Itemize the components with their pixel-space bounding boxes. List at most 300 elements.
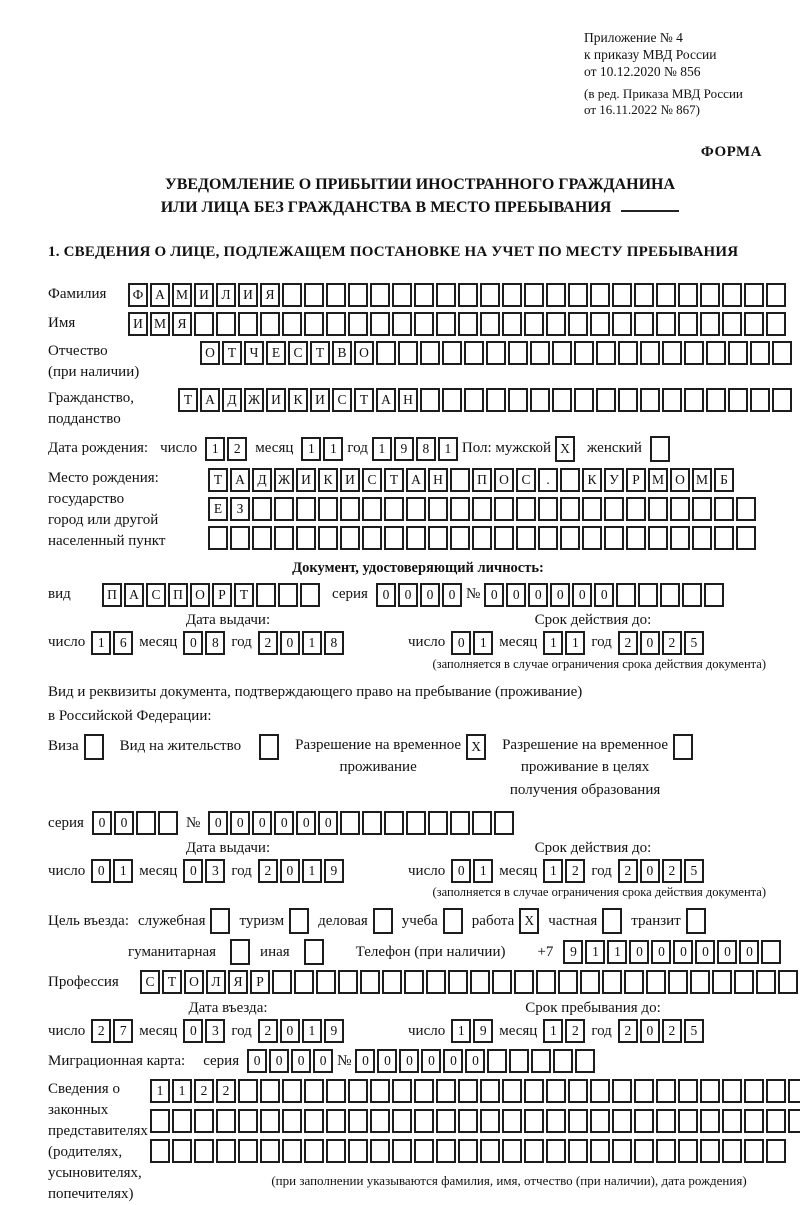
stay-day-cell[interactable]: 9 [473,1019,493,1043]
given-name-cell[interactable] [370,312,390,336]
entry-year-cell[interactable]: 9 [324,1019,344,1043]
representative-cell[interactable] [568,1109,588,1133]
birthplace-cell[interactable] [648,497,668,521]
surname-cell[interactable] [370,283,390,307]
representative-cell[interactable] [722,1139,742,1163]
surname-cell[interactable] [480,283,500,307]
permit-expiry-month-cell[interactable]: 1 [543,859,563,883]
representative-cell[interactable] [678,1139,698,1163]
representative-cell[interactable] [766,1139,786,1163]
doc-series-cell[interactable]: 0 [420,583,440,607]
doc-number-cell[interactable]: 0 [550,583,570,607]
temp-residence-edu-checkbox-cell[interactable] [673,734,693,760]
representative-cell[interactable] [722,1109,742,1133]
tourism-checkbox-cell[interactable] [289,908,309,934]
transit-checkbox-cell[interactable] [686,908,706,934]
surname-cell[interactable] [568,283,588,307]
given-name-cell[interactable] [480,312,500,336]
birthplace-cell[interactable] [252,526,272,550]
representative-cell[interactable] [590,1139,610,1163]
permit-series-cell[interactable] [136,811,156,835]
doc-number-cell[interactable]: 0 [484,583,504,607]
residence-permit-checkbox-cell[interactable] [259,734,279,760]
birthplace-cell[interactable]: Е [208,497,228,521]
patronymic-cell[interactable] [574,341,594,365]
representative-cell[interactable] [634,1139,654,1163]
representative-cell[interactable] [194,1109,214,1133]
given-name-cell[interactable] [612,312,632,336]
representative-cell[interactable] [480,1139,500,1163]
permit-number-cell[interactable]: 0 [208,811,228,835]
representative-cell[interactable] [612,1139,632,1163]
birthplace-cell[interactable] [362,526,382,550]
permit-expiry-year-cell[interactable]: 2 [662,859,682,883]
representative-cell[interactable] [392,1109,412,1133]
citizenship-cell[interactable] [728,388,748,412]
migration-number-cell[interactable]: 0 [377,1049,397,1073]
birthplace-cell[interactable] [472,497,492,521]
representative-cell[interactable] [238,1139,258,1163]
profession-cell[interactable] [338,970,358,994]
representative-cell[interactable]: 1 [150,1079,170,1103]
given-name-cell[interactable] [546,312,566,336]
patronymic-cell[interactable] [530,341,550,365]
representative-cell[interactable] [260,1139,280,1163]
entry-year-cell[interactable]: 2 [258,1019,278,1043]
surname-cell[interactable] [348,283,368,307]
representative-cell[interactable] [678,1079,698,1103]
doc-series-cell[interactable]: 0 [376,583,396,607]
representative-cell[interactable] [260,1109,280,1133]
doc-type-cell[interactable]: С [146,583,166,607]
permit-number-cell[interactable] [384,811,404,835]
patronymic-cell[interactable] [684,341,704,365]
birthplace-cell[interactable] [340,497,360,521]
representative-cell[interactable] [458,1079,478,1103]
birthplace-cell[interactable] [362,497,382,521]
permit-number-cell[interactable] [450,811,470,835]
representative-cell[interactable] [700,1079,720,1103]
profession-cell[interactable]: С [140,970,160,994]
stay-year-cell[interactable]: 2 [618,1019,638,1043]
permit-expiry-day-cell[interactable]: 1 [473,859,493,883]
representative-cell[interactable] [172,1109,192,1133]
representative-cell[interactable] [480,1079,500,1103]
doc-type-cell[interactable]: Р [212,583,232,607]
permit-number-cell[interactable]: 0 [318,811,338,835]
birthplace-cell[interactable] [560,526,580,550]
profession-cell[interactable]: Я [228,970,248,994]
birthplace-cell[interactable] [692,526,712,550]
representative-cell[interactable] [612,1109,632,1133]
birthplace-cell[interactable] [384,526,404,550]
work-checkbox-cell[interactable]: X [519,908,539,934]
permit-issue-day-cell[interactable]: 0 [91,859,111,883]
id-expiry-month-cell[interactable]: 1 [543,631,563,655]
profession-cell[interactable] [272,970,292,994]
id-expiry-year-cell[interactable]: 5 [684,631,704,655]
surname-cell[interactable]: И [194,283,214,307]
patronymic-cell[interactable] [596,341,616,365]
given-name-cell[interactable] [678,312,698,336]
doc-type-cell[interactable]: П [168,583,188,607]
representative-cell[interactable] [678,1109,698,1133]
given-name-cell[interactable] [634,312,654,336]
given-name-cell[interactable] [238,312,258,336]
profession-cell[interactable] [624,970,644,994]
representative-cell[interactable] [766,1079,786,1103]
representative-cell[interactable] [524,1139,544,1163]
birthplace-cell[interactable] [648,526,668,550]
profession-cell[interactable] [316,970,336,994]
citizenship-cell[interactable] [530,388,550,412]
given-name-cell[interactable]: И [128,312,148,336]
birthplace-cell[interactable] [230,526,250,550]
birthplace-cell[interactable] [516,497,536,521]
id-expiry-year-cell[interactable]: 2 [662,631,682,655]
representative-cell[interactable]: 2 [216,1079,236,1103]
citizenship-cell[interactable]: С [332,388,352,412]
migration-series-cell[interactable]: 0 [269,1049,289,1073]
representative-cell[interactable] [458,1109,478,1133]
birth-year-cell[interactable]: 1 [372,437,392,461]
doc-number-cell[interactable]: 0 [594,583,614,607]
birthplace-cell[interactable] [274,526,294,550]
citizenship-cell[interactable] [596,388,616,412]
given-name-cell[interactable] [282,312,302,336]
citizenship-cell[interactable]: Т [178,388,198,412]
profession-cell[interactable] [646,970,666,994]
given-name-cell[interactable] [326,312,346,336]
doc-number-cell[interactable] [616,583,636,607]
citizenship-cell[interactable] [486,388,506,412]
doc-type-cell[interactable] [300,583,320,607]
id-issue-day-cell[interactable]: 6 [113,631,133,655]
patronymic-cell[interactable] [420,341,440,365]
private-checkbox-cell[interactable] [602,908,622,934]
given-name-cell[interactable] [304,312,324,336]
representative-cell[interactable] [546,1079,566,1103]
representative-cell[interactable] [700,1139,720,1163]
birth-day-cell[interactable]: 1 [205,437,225,461]
profession-cell[interactable] [778,970,798,994]
profession-cell[interactable] [734,970,754,994]
given-name-cell[interactable] [568,312,588,336]
phone-digit-cell[interactable]: 1 [585,940,605,964]
birthplace-cell[interactable] [450,526,470,550]
surname-cell[interactable] [722,283,742,307]
study-checkbox-cell[interactable] [443,908,463,934]
given-name-cell[interactable] [502,312,522,336]
migration-number-cell[interactable] [509,1049,529,1073]
doc-number-cell[interactable]: 0 [572,583,592,607]
migration-series-cell[interactable]: 0 [313,1049,333,1073]
representative-cell[interactable] [436,1139,456,1163]
representative-cell[interactable] [722,1079,742,1103]
doc-number-cell[interactable]: 0 [528,583,548,607]
birthplace-cell[interactable] [252,497,272,521]
profession-cell[interactable]: Т [162,970,182,994]
citizenship-cell[interactable]: А [200,388,220,412]
birthplace-cell[interactable]: С [516,468,536,492]
patronymic-cell[interactable]: В [332,341,352,365]
representative-cell[interactable] [524,1079,544,1103]
patronymic-cell[interactable]: С [288,341,308,365]
birthplace-cell[interactable]: П [472,468,492,492]
id-issue-year-cell[interactable]: 8 [324,631,344,655]
given-name-cell[interactable] [766,312,786,336]
birthplace-cell[interactable] [604,497,624,521]
profession-cell[interactable] [382,970,402,994]
surname-cell[interactable] [678,283,698,307]
permit-issue-year-cell[interactable]: 9 [324,859,344,883]
birthplace-cell[interactable]: С [362,468,382,492]
doc-series-cell[interactable]: 0 [442,583,462,607]
profession-cell[interactable] [360,970,380,994]
patronymic-cell[interactable] [662,341,682,365]
patronymic-cell[interactable] [640,341,660,365]
phone-digit-cell[interactable]: 9 [563,940,583,964]
birthplace-cell[interactable]: О [670,468,690,492]
patronymic-cell[interactable] [486,341,506,365]
representative-cell[interactable] [458,1139,478,1163]
patronymic-cell[interactable] [442,341,462,365]
birthplace-cell[interactable] [626,526,646,550]
patronymic-cell[interactable] [706,341,726,365]
surname-cell[interactable] [436,283,456,307]
given-name-cell[interactable]: М [150,312,170,336]
id-issue-month-cell[interactable]: 8 [205,631,225,655]
given-name-cell[interactable] [414,312,434,336]
representative-cell[interactable] [656,1109,676,1133]
birthplace-cell[interactable]: О [494,468,514,492]
profession-cell[interactable] [492,970,512,994]
other-checkbox-cell[interactable] [304,939,324,965]
citizenship-cell[interactable] [420,388,440,412]
representative-cell[interactable] [326,1139,346,1163]
doc-number-cell[interactable] [660,583,680,607]
profession-cell[interactable] [580,970,600,994]
birthplace-cell[interactable] [450,468,470,492]
birthplace-cell[interactable]: Д [252,468,272,492]
sex-female-checkbox-cell[interactable] [650,436,670,462]
patronymic-cell[interactable] [508,341,528,365]
permit-series-cell[interactable] [158,811,178,835]
birthplace-cell[interactable] [714,526,734,550]
patronymic-cell[interactable] [728,341,748,365]
given-name-cell[interactable] [656,312,676,336]
citizenship-cell[interactable]: А [376,388,396,412]
surname-cell[interactable] [766,283,786,307]
patronymic-cell[interactable] [376,341,396,365]
birthplace-cell[interactable] [428,497,448,521]
id-expiry-year-cell[interactable]: 0 [640,631,660,655]
representative-cell[interactable] [172,1139,192,1163]
doc-type-cell[interactable]: П [102,583,122,607]
birthplace-cell[interactable] [208,526,228,550]
phone-digit-cell[interactable]: 0 [717,940,737,964]
citizenship-cell[interactable]: И [310,388,330,412]
id-expiry-month-cell[interactable]: 1 [565,631,585,655]
permit-expiry-year-cell[interactable]: 0 [640,859,660,883]
citizenship-cell[interactable] [684,388,704,412]
profession-cell[interactable] [558,970,578,994]
citizenship-cell[interactable] [706,388,726,412]
representative-cell[interactable] [238,1079,258,1103]
phone-digit-cell[interactable]: 0 [651,940,671,964]
surname-cell[interactable] [634,283,654,307]
patronymic-cell[interactable]: Ч [244,341,264,365]
birthplace-cell[interactable] [318,526,338,550]
given-name-cell[interactable] [722,312,742,336]
temp-residence-checkbox-cell[interactable]: X [466,734,486,760]
profession-cell[interactable] [294,970,314,994]
permit-series-cell[interactable]: 0 [92,811,112,835]
birthplace-cell[interactable] [318,497,338,521]
birthplace-cell[interactable]: А [230,468,250,492]
profession-cell[interactable]: Р [250,970,270,994]
permit-expiry-day-cell[interactable]: 0 [451,859,471,883]
representative-cell[interactable]: 1 [172,1079,192,1103]
surname-cell[interactable]: Я [260,283,280,307]
permit-number-cell[interactable] [472,811,492,835]
given-name-cell[interactable] [590,312,610,336]
birthplace-cell[interactable]: Т [208,468,228,492]
permit-number-cell[interactable] [362,811,382,835]
migration-number-cell[interactable] [531,1049,551,1073]
id-expiry-day-cell[interactable]: 1 [473,631,493,655]
profession-cell[interactable] [404,970,424,994]
birthplace-cell[interactable] [538,497,558,521]
surname-cell[interactable] [414,283,434,307]
representative-cell[interactable] [194,1139,214,1163]
citizenship-cell[interactable] [442,388,462,412]
representative-cell[interactable] [744,1079,764,1103]
stay-year-cell[interactable]: 5 [684,1019,704,1043]
citizenship-cell[interactable] [508,388,528,412]
patronymic-cell[interactable]: Т [310,341,330,365]
birthplace-cell[interactable]: . [538,468,558,492]
representative-cell[interactable] [480,1109,500,1133]
permit-number-cell[interactable]: 0 [230,811,250,835]
permit-issue-month-cell[interactable]: 3 [205,859,225,883]
patronymic-cell[interactable] [552,341,572,365]
birthplace-cell[interactable] [450,497,470,521]
citizenship-cell[interactable] [750,388,770,412]
surname-cell[interactable]: И [238,283,258,307]
birthplace-cell[interactable] [296,526,316,550]
id-expiry-year-cell[interactable]: 2 [618,631,638,655]
permit-issue-year-cell[interactable]: 0 [280,859,300,883]
doc-type-cell[interactable]: О [190,583,210,607]
representative-cell[interactable] [436,1079,456,1103]
doc-type-cell[interactable] [278,583,298,607]
permit-number-cell[interactable] [428,811,448,835]
patronymic-cell[interactable] [750,341,770,365]
birth-year-cell[interactable]: 8 [416,437,436,461]
patronymic-cell[interactable]: О [200,341,220,365]
representative-cell[interactable] [502,1109,522,1133]
id-issue-year-cell[interactable]: 1 [302,631,322,655]
id-issue-month-cell[interactable]: 0 [183,631,203,655]
representative-cell[interactable] [502,1139,522,1163]
profession-cell[interactable] [426,970,446,994]
permit-number-cell[interactable]: 0 [252,811,272,835]
doc-type-cell[interactable] [256,583,276,607]
birthplace-cell[interactable] [494,526,514,550]
representative-cell[interactable] [370,1109,390,1133]
birthplace-cell[interactable]: М [648,468,668,492]
permit-number-cell[interactable] [340,811,360,835]
representative-cell[interactable] [634,1079,654,1103]
migration-series-cell[interactable]: 0 [247,1049,267,1073]
phone-digit-cell[interactable]: 0 [673,940,693,964]
birthplace-cell[interactable] [406,497,426,521]
migration-number-cell[interactable]: 0 [421,1049,441,1073]
birthplace-cell[interactable] [670,526,690,550]
id-expiry-day-cell[interactable]: 0 [451,631,471,655]
representative-cell[interactable] [304,1139,324,1163]
birthplace-cell[interactable] [516,526,536,550]
permit-number-cell[interactable] [494,811,514,835]
patronymic-cell[interactable] [398,341,418,365]
representative-cell[interactable] [788,1109,800,1133]
surname-cell[interactable]: А [150,283,170,307]
humanitarian-checkbox-cell[interactable] [230,939,250,965]
given-name-cell[interactable] [524,312,544,336]
birthplace-cell[interactable] [560,497,580,521]
representative-cell[interactable] [392,1079,412,1103]
entry-year-cell[interactable]: 1 [302,1019,322,1043]
citizenship-cell[interactable]: Н [398,388,418,412]
representative-cell[interactable] [568,1079,588,1103]
citizenship-cell[interactable] [552,388,572,412]
migration-number-cell[interactable] [487,1049,507,1073]
id-issue-day-cell[interactable]: 1 [91,631,111,655]
birthplace-cell[interactable]: Ж [274,468,294,492]
permit-issue-year-cell[interactable]: 2 [258,859,278,883]
given-name-cell[interactable] [744,312,764,336]
permit-expiry-year-cell[interactable]: 5 [684,859,704,883]
doc-number-cell[interactable] [682,583,702,607]
citizenship-cell[interactable]: Т [354,388,374,412]
id-issue-year-cell[interactable]: 2 [258,631,278,655]
representative-cell[interactable] [370,1139,390,1163]
patronymic-cell[interactable]: Т [222,341,242,365]
surname-cell[interactable] [304,283,324,307]
birthplace-cell[interactable]: З [230,497,250,521]
birthplace-cell[interactable]: К [582,468,602,492]
given-name-cell[interactable] [436,312,456,336]
surname-cell[interactable] [656,283,676,307]
birth-year-cell[interactable]: 9 [394,437,414,461]
phone-digit-cell[interactable]: 1 [607,940,627,964]
permit-expiry-year-cell[interactable]: 2 [618,859,638,883]
citizenship-cell[interactable] [640,388,660,412]
entry-month-cell[interactable]: 3 [205,1019,225,1043]
representative-cell[interactable] [656,1139,676,1163]
profession-cell[interactable]: О [184,970,204,994]
phone-digit-cell[interactable]: 0 [629,940,649,964]
patronymic-cell[interactable] [772,341,792,365]
birthplace-cell[interactable]: Р [626,468,646,492]
representative-cell[interactable] [282,1079,302,1103]
representative-cell[interactable] [414,1079,434,1103]
given-name-cell[interactable] [194,312,214,336]
birth-day-cell[interactable]: 2 [227,437,247,461]
visa-checkbox-cell[interactable] [84,734,104,760]
representative-cell[interactable] [546,1109,566,1133]
